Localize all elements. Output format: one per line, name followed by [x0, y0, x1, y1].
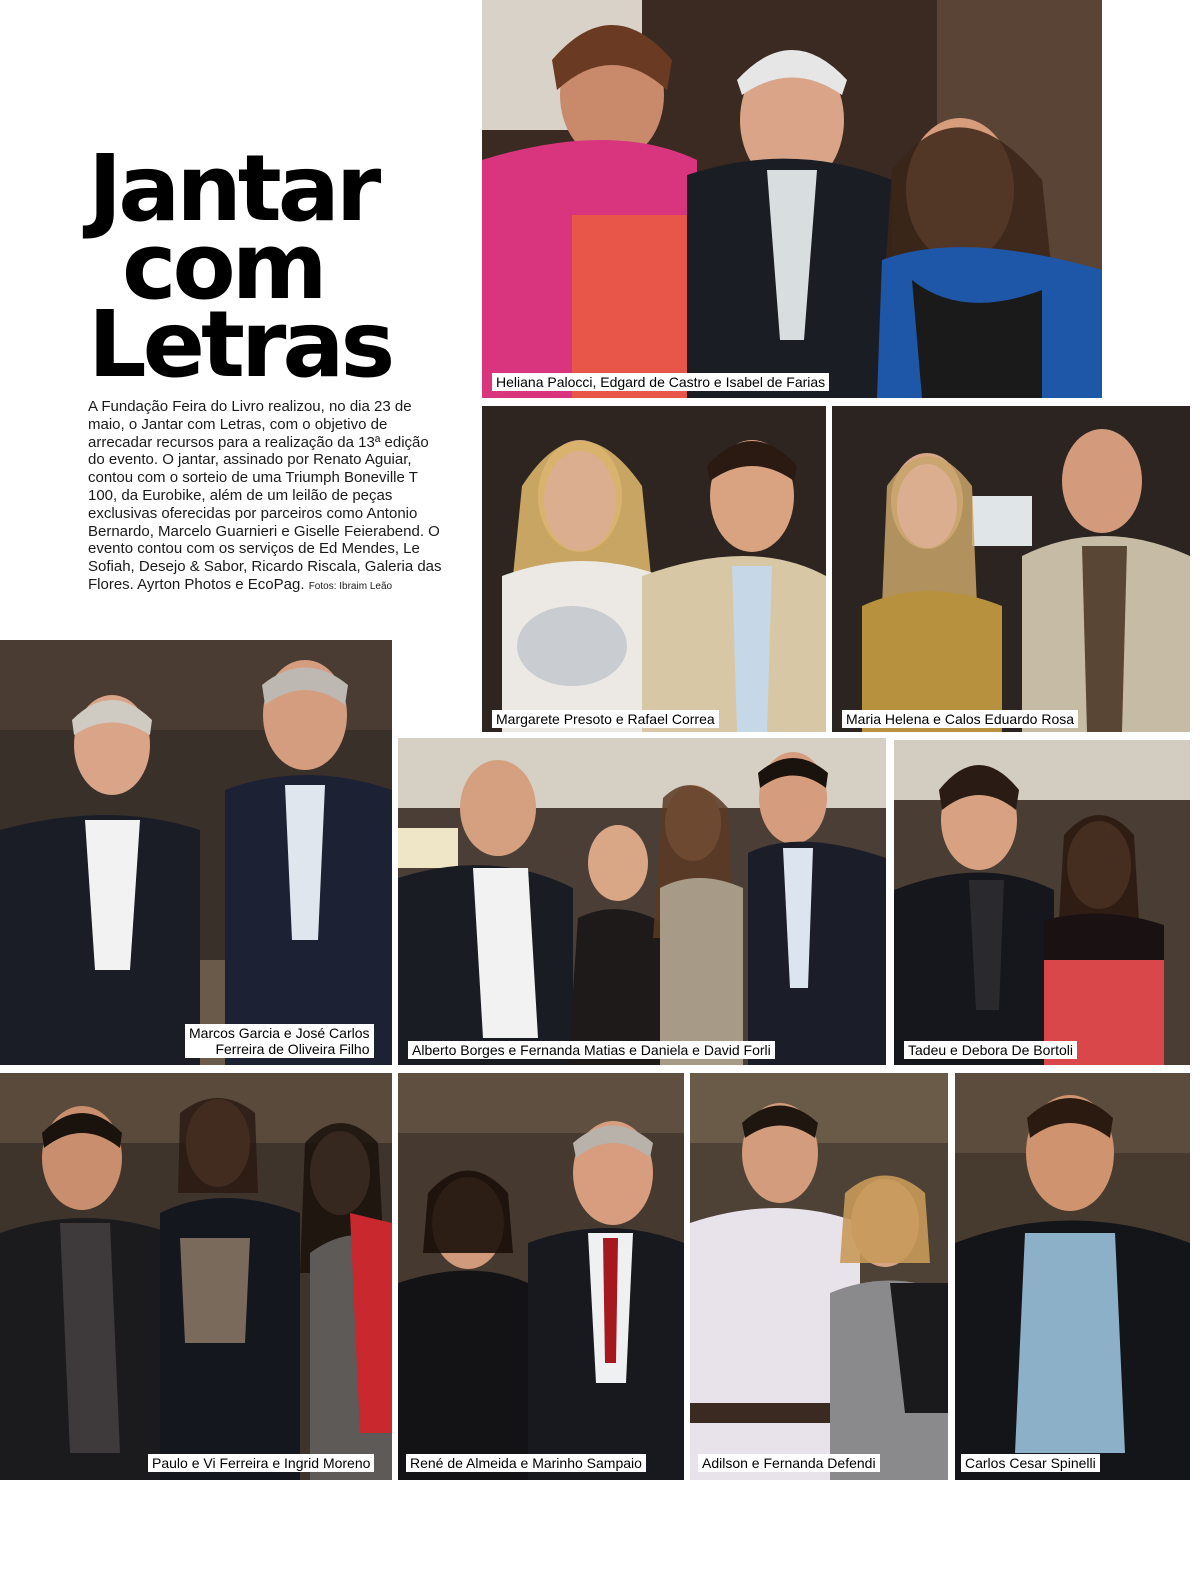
photo-maria-helena-calos — [832, 406, 1190, 732]
title-line: Letras — [88, 291, 392, 398]
photo-credit: Fotos: Ibraim Leão — [308, 580, 393, 592]
couple-photo-illustration — [482, 406, 826, 732]
couple-photo-illustration — [398, 1073, 684, 1480]
photo-caption: Tadeu e Debora De Bortoli — [904, 1041, 1077, 1059]
photo-marcos-jose-carlos — [0, 640, 392, 1065]
body-text: A Fundação Feira do Livro realizou, no dia 23 de maio, o Jantar com Letras, com o objetivo de arrecadar recursos para a realização da 13ª edição do evento. O jantar, assinado por Renato Aguiar, contou com o sorteio de uma Triumph Boneville T 100, da Eurobike, além de um leilão de peças exclusivas oferecidas por parceiros como Antonio Bernardo, Marcelo Guarnieri e Giselle Feierabend. O evento contou com os serviços de Ed Mendes, Le Sofiah, Desejo & Sabor, Ricardo Riscala, Galeria das Flores. Ayrton Photos e EcoPag. — [88, 398, 442, 593]
group-photo-illustration — [0, 1073, 392, 1480]
photo-carlos-cesar — [955, 1073, 1190, 1480]
photo-caption: Carlos Cesar Spinelli — [961, 1454, 1100, 1472]
photo-caption: Heliana Palocci, Edgard de Castro e Isabel de Farias — [492, 373, 829, 391]
couple-photo-illustration — [894, 740, 1190, 1065]
photo-caption: Alberto Borges e Fernanda Matias e Daniela e David Forli — [408, 1041, 775, 1059]
couple-photo-illustration — [690, 1073, 948, 1480]
photo-caption: Adilson e Fernanda Defendi — [698, 1454, 880, 1472]
photo-rene-marinho — [398, 1073, 684, 1480]
title-line: com — [122, 213, 324, 320]
photo-alberto-fernanda-daniela-david — [398, 738, 886, 1065]
couple-photo-illustration — [0, 640, 392, 1065]
article-body — [88, 398, 446, 596]
group-photo-illustration — [482, 0, 1102, 398]
photo-adilson-fernanda — [690, 1073, 948, 1480]
caption-line: Marcos Garcia e José Carlos — [189, 1025, 370, 1041]
photo-paulo-vi-ingrid — [0, 1073, 392, 1480]
couple-photo-illustration — [832, 406, 1190, 732]
photo-caption — [185, 1024, 374, 1058]
photo-caption: Paulo e Vi Ferreira e Ingrid Moreno — [148, 1454, 374, 1472]
group-photo-illustration — [398, 738, 886, 1065]
photo-caption: Margarete Presoto e Rafael Correa — [492, 710, 719, 728]
photo-caption: Maria Helena e Calos Eduardo Rosa — [842, 710, 1078, 728]
photo-margarete-rafael — [482, 406, 826, 732]
portrait-photo-illustration — [955, 1073, 1190, 1480]
article-title — [88, 135, 392, 398]
photo-heliana-edgard-isabel — [482, 0, 1102, 398]
photo-caption: René de Almeida e Marinho Sampaio — [406, 1454, 646, 1472]
photo-tadeu-debora — [894, 740, 1190, 1065]
title-line: Jantar — [88, 135, 378, 242]
caption-line: Ferreira de Oliveira Filho — [215, 1041, 370, 1057]
